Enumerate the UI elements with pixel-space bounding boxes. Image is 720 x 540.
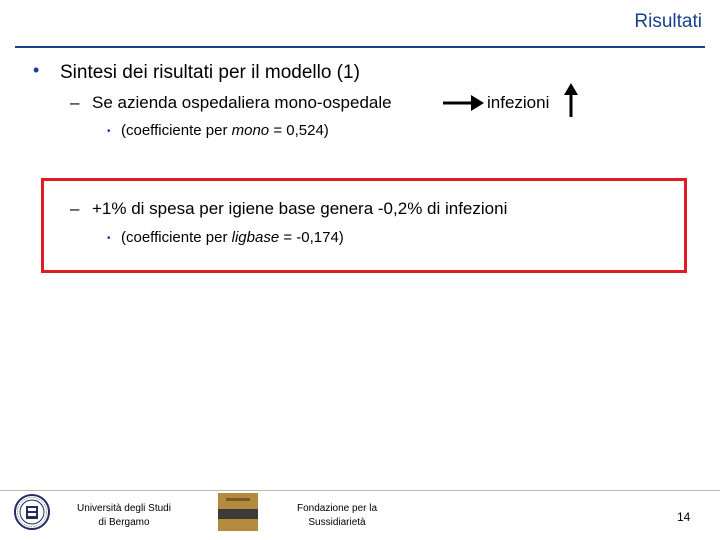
foundation-logo bbox=[218, 493, 258, 531]
item-a-detail: (coefficiente per mono = 0,524) bbox=[121, 122, 329, 139]
bullet-dot: • bbox=[33, 60, 40, 80]
title-divider bbox=[15, 46, 705, 48]
highlight-box bbox=[41, 178, 687, 273]
footer-divider bbox=[0, 490, 720, 491]
variable-mono: mono bbox=[231, 122, 270, 139]
sub-bullet-dot: • bbox=[107, 233, 111, 244]
page-number: 14 bbox=[677, 510, 691, 524]
sub-bullet-dot: • bbox=[107, 126, 111, 137]
item-b-detail: (coefficiente per ligbase = -0,174) bbox=[121, 229, 344, 246]
variable-ligbase: ligbase bbox=[231, 229, 280, 246]
dash-marker: – bbox=[70, 93, 80, 112]
dash-marker: – bbox=[70, 199, 80, 218]
item-a-result: infezioni bbox=[487, 93, 550, 112]
right-arrow-icon bbox=[443, 92, 485, 112]
slide-title: Risultati bbox=[634, 11, 702, 32]
foundation-name: Fondazione per la Sussidiarietà bbox=[296, 503, 378, 528]
university-seal-icon bbox=[13, 493, 51, 531]
university-name: Università degli Studi di Bergamo bbox=[77, 503, 171, 528]
up-arrow-icon bbox=[563, 82, 579, 118]
item-a-text: Se azienda ospedaliera mono-ospedale bbox=[92, 93, 392, 112]
item-b-text: +1% di spesa per igiene base genera -0,2% di infezioni bbox=[92, 199, 508, 218]
bullet-main: Sintesi dei risultati per il modello (1) bbox=[60, 62, 360, 83]
